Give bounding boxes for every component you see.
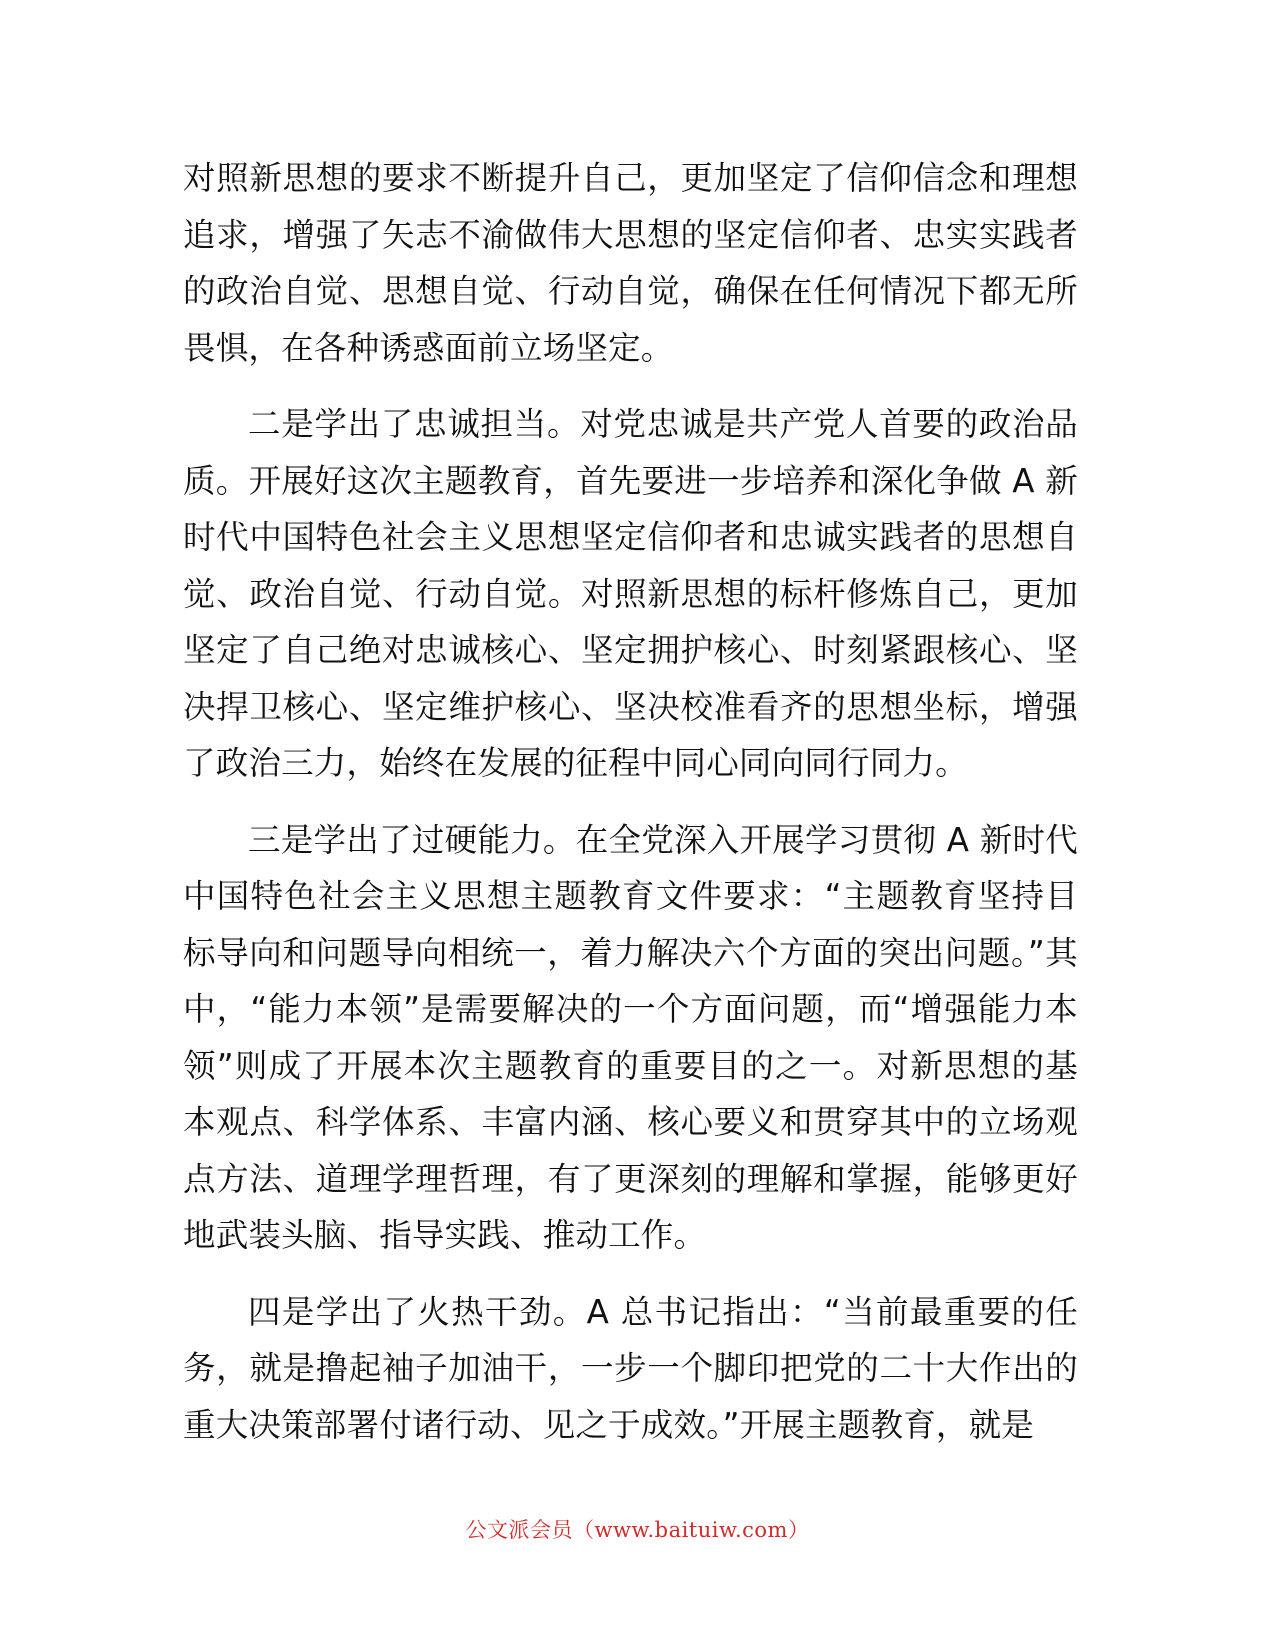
paragraph-text: A 总书记指出：“当前最重要的任务，就是撸起袖子加油干，一步一个脚印把党的二十大作出的重大决策部署付诸行动、见之于成效。”开展主题教育，就是 [183, 1292, 1078, 1444]
paragraph-text: 在全党深入开展学习贯彻 A 新时代中国特色社会主义思想主题教育文件要求：“主题教育坚持目标导向和问题导向相统一，着力解决六个方面的突出问题。”其中，“能力本领”是需要解决的一个方面问题，而“增强能力本领”则成了开展本次主题教育的重要目的之一。对新思想的基本观点、科学体系、丰富内涵、核心要义和贯穿其中的立场观点方法、道理学理哲理，有了更深刻的理解和掌握，能够更好地武装头脑、指导实践、推动工作。 [183, 820, 1078, 1254]
document-body [183, 150, 1078, 1473]
paragraph-continuation [183, 150, 1078, 376]
paragraph-lead: 四是学出了火热干劲。 [248, 1292, 587, 1331]
paragraph-text: 对照新思想的要求不断提升自己，更加坚定了信仰信念和理想追求，增强了矢志不渝做伟大思想的坚定信仰者、忠实实践者的政治自觉、思想自觉、行动自觉，确保在任何情况下都无所畏惧，在各种诱惑面前立场坚定。 [183, 159, 1078, 367]
paragraph-lead: 三是学出了过硬能力。 [248, 820, 576, 859]
paragraph-ability [183, 812, 1078, 1264]
paragraph-text: 对党忠诚是共产党人首要的政治品质。开展好这次主题教育，首先要进一步培养和深化争做 A 新时代中国特色社会主义思想坚定信仰者和忠诚实践者的思想自觉、政治自觉、行动自觉。对照新思想的标杆修炼自己，更加坚定了自己绝对忠诚核心、坚定拥护核心、时刻紧跟核心、坚决捍卫核心、坚定维护核心、坚决校准看齐的思想坐标，增强了政治三力，始终在发展的征程中同心同向同行同力。 [183, 405, 1078, 782]
paragraph-loyalty [183, 396, 1078, 792]
paragraph-lead: 二是学出了忠诚担当。 [248, 405, 581, 443]
paragraph-enthusiasm [183, 1284, 1078, 1454]
footer-watermark: 公文派会员（www.baituiw.com） [465, 1518, 810, 1542]
